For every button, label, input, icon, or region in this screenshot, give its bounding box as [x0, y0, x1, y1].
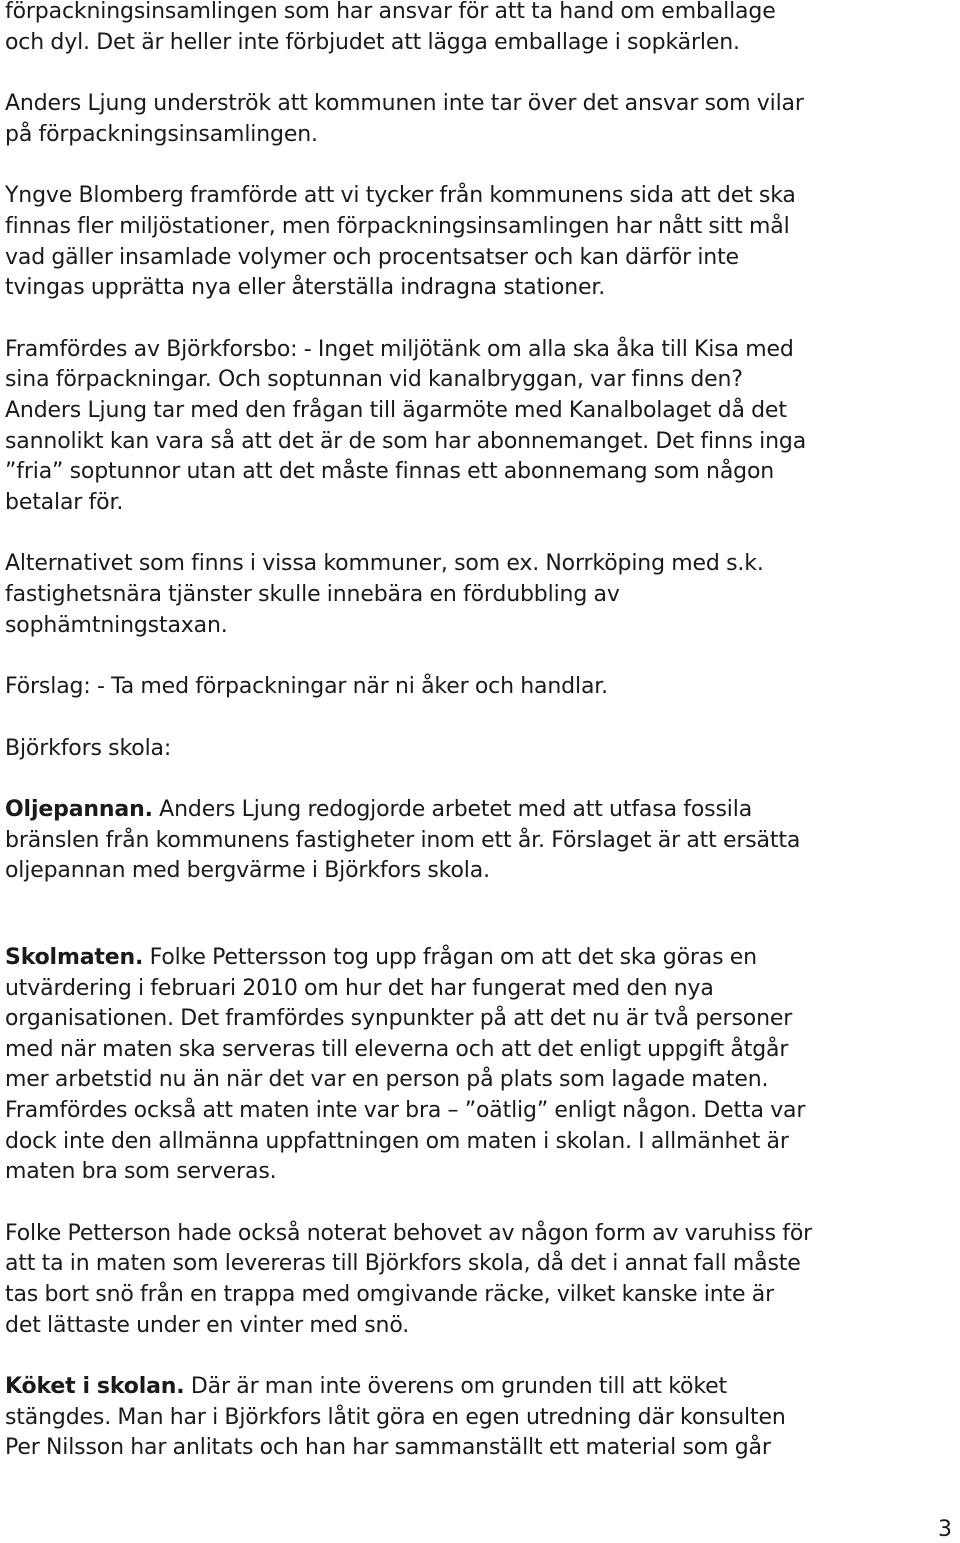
section-heading-bjorkfors-skola — [5, 734, 957, 765]
text-line: dock inte den allmänna uppfattningen om maten i skolan. I allmänhet är — [5, 1128, 789, 1154]
inline-text: Folke Pettersson tog upp frågan om att det ska göras en — [143, 945, 757, 971]
text-line: tas bort snö från en trappa med omgivande räcke, vilket kanske inte är — [5, 1282, 774, 1307]
text-line: Björkfors skola: — [5, 735, 172, 761]
text-line: på förpackningsinsamlingen. — [5, 121, 318, 147]
paragraph-skolmaten — [5, 943, 957, 1188]
text-line: Yngve Blomberg framförde att vi tycker från kommunens sida att det ska — [5, 183, 796, 209]
paragraph-koket-i-skolan — [5, 1372, 957, 1464]
text-line: bränslen från kommunens fastigheter inom ett år. Förslaget är att ersätta — [5, 827, 801, 853]
text-line: stängdes. Man har i Björkfors låtit göra en egen utredning där konsulten — [5, 1404, 786, 1430]
text-line: oljepannan med bergvärme i Björkfors skola. — [5, 858, 490, 884]
inline-text: Där är man inte överens om grunden till att köket — [184, 1374, 728, 1400]
text-line: förpackningsinsamlingen som har ansvar för att ta hand om emballage — [5, 0, 776, 24]
text-line: mer arbetstid nu än när det var en person på plats som lagade maten. — [5, 1067, 769, 1093]
paragraph-packaging-responsibility — [5, 0, 957, 58]
text-line: utvärdering i februari 2010 om hur det har fungerat med den nya — [5, 975, 714, 1001]
text-line: det lättaste under en vinter med snö. — [5, 1312, 410, 1338]
paragraph-proposal — [5, 672, 957, 703]
document-page — [5, 0, 957, 1464]
text-line: Per Nilsson har anlitats och han har sammanställt ett material som går — [5, 1435, 771, 1461]
inline-heading: Köket i skolan. — [5, 1374, 185, 1400]
text-line: Framfördes av Björkforsbo: - Inget miljötänk om alla ska åka till Kisa med — [5, 336, 794, 362]
text-line: med när maten ska serveras till eleverna och att det enligt uppgift åtgår — [5, 1036, 789, 1062]
text-line: Folke Petterson hade också noterat behovet av någon form av varuhiss för — [5, 1220, 813, 1246]
text-line: organisationen. Det framfördes synpunkter på att det nu är två personer — [5, 1006, 793, 1032]
text-line — [5, 1372, 957, 1403]
text-line — [5, 795, 957, 826]
text-line: sannolikt kan vara så att det är de som har abonnemanget. Det finns inga — [5, 428, 807, 454]
paragraph-oljepannan — [5, 795, 957, 887]
paragraph-anders-ljung-responsibility — [5, 89, 957, 150]
text-line: ”fria” soptunnor utan att det måste finnas ett abonnemang som någon — [5, 459, 775, 485]
text-line: Förslag: - Ta med förpackningar när ni åker och handlar. — [5, 674, 609, 700]
paragraph-yngve-blomberg — [5, 181, 957, 303]
text-line: sina förpackningar. Och soptunnan vid kanalbryggan, var finns den? — [5, 367, 743, 393]
inline-text: Anders Ljung redogjorde arbetet med att utfasa fossila — [152, 797, 753, 823]
text-line: och dyl. Det är heller inte förbjudet att lägga emballage i sopkärlen. — [5, 29, 740, 55]
text-line: betalar för. — [5, 489, 124, 515]
text-line — [5, 943, 957, 974]
text-line: sophämtningstaxan. — [5, 612, 228, 638]
text-line: vad gäller insamlade volymer och procentsatser och kan därför inte — [5, 244, 739, 270]
text-line: finnas fler miljöstationer, men förpackningsinsamlingen har nått sitt mål — [5, 213, 790, 239]
page-number: 3 — [938, 1517, 952, 1542]
text-line: fastighetsnära tjänster skulle innebära en fördubbling av — [5, 581, 620, 607]
inline-heading: Oljepannan. — [5, 797, 153, 823]
text-line: Anders Ljung tar med den frågan till ägarmöte med Kanalbolaget då det — [5, 397, 787, 423]
text-line: Framfördes också att maten inte var bra – ”oätlig” enligt någon. Detta var — [5, 1098, 806, 1124]
text-line: maten bra som serveras. — [5, 1159, 277, 1185]
text-line: Anders Ljung underströk att kommunen inte tar över det ansvar som vilar — [5, 91, 804, 117]
text-line: att ta in maten som levereras till Björkfors skola, då det i annat fall måste — [5, 1251, 801, 1277]
paragraph-alternative — [5, 549, 957, 641]
inline-heading: Skolmaten. — [5, 945, 144, 971]
paragraph-bjorkforsbo — [5, 335, 957, 519]
paragraph-varuhiss — [5, 1219, 957, 1341]
text-line: Alternativet som finns i vissa kommuner, som ex. Norrköping med s.k. — [5, 551, 764, 577]
text-line: tvingas upprätta nya eller återställa indragna stationer. — [5, 275, 606, 301]
